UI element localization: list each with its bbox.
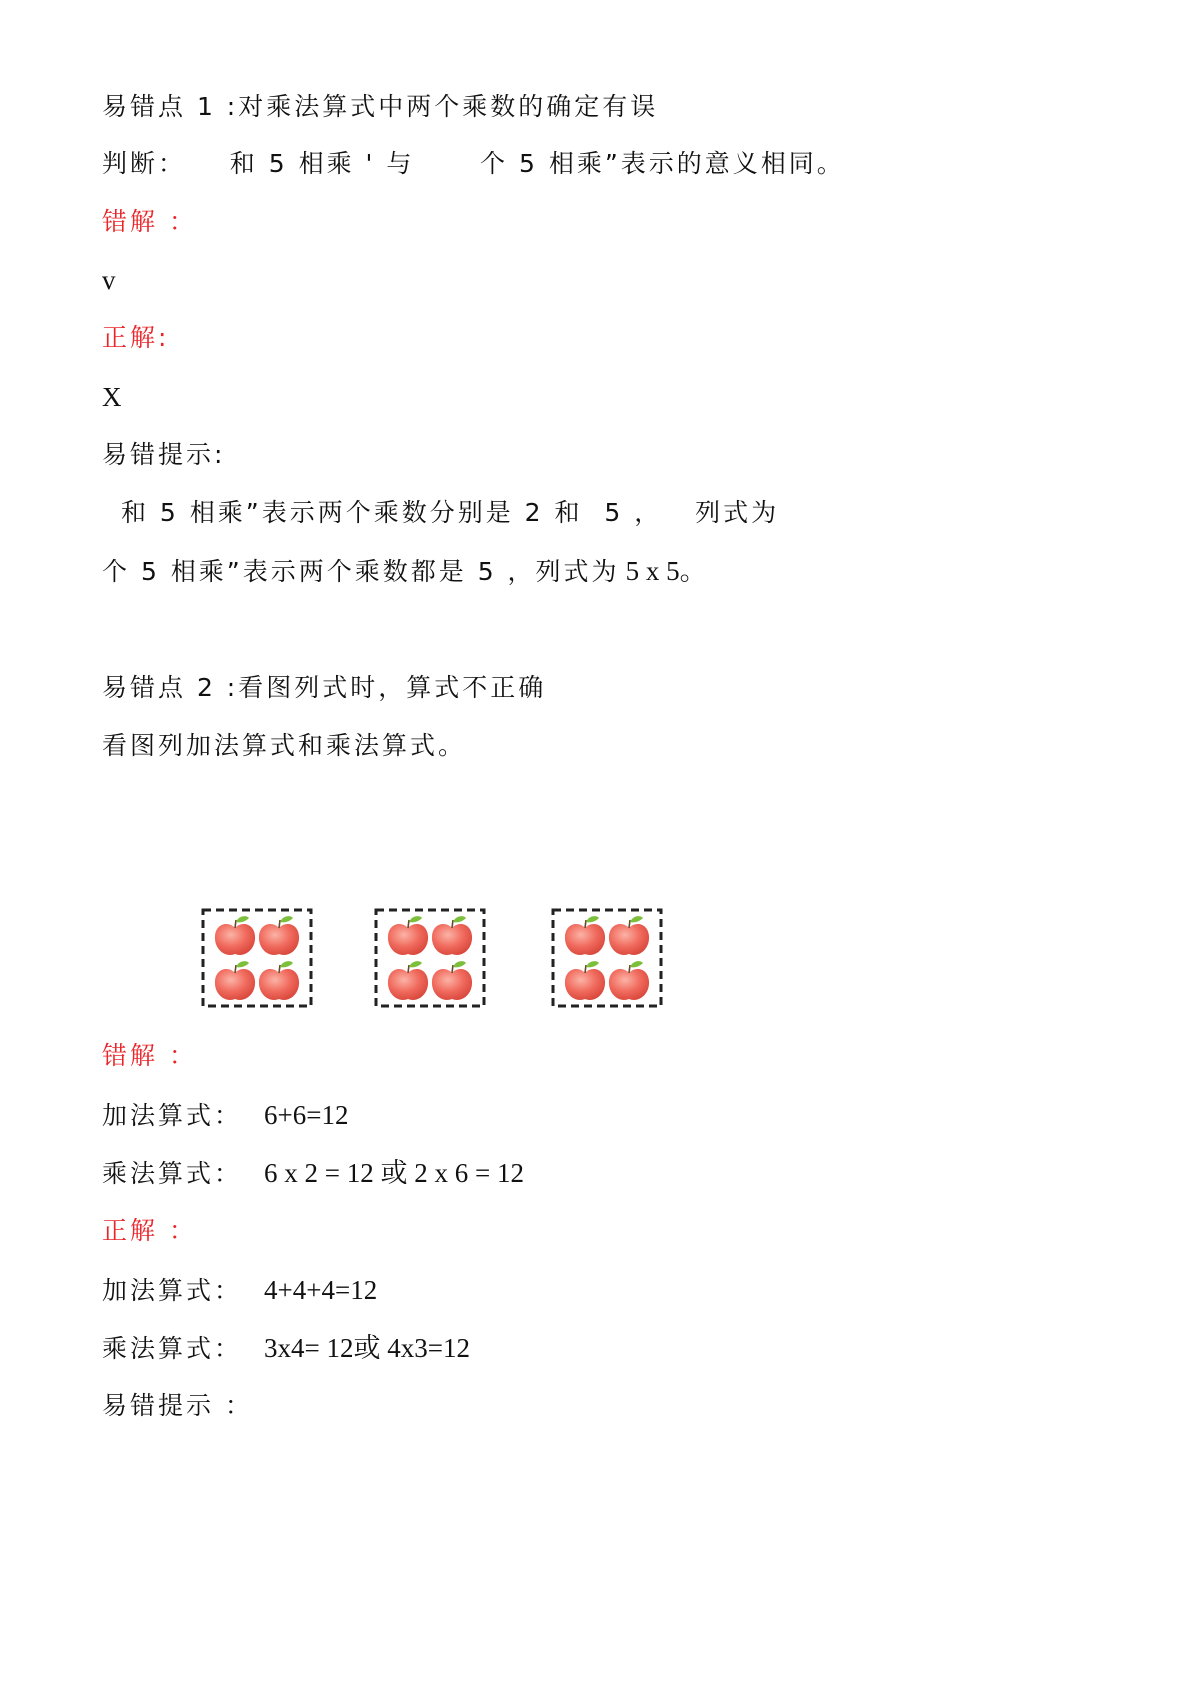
apple-group-3 bbox=[553, 910, 661, 1006]
point1-tip-label: 易错提示: bbox=[102, 440, 226, 469]
point1-tip-line2-text: 个 5 相乘”表示两个乘数都是 5 ，列式为 bbox=[102, 557, 620, 586]
apple-group-1 bbox=[203, 910, 311, 1006]
apple-icon bbox=[565, 916, 605, 955]
point2-question: 看图列加法算式和乘法算式。 bbox=[102, 731, 467, 760]
point2-wrong-add-line bbox=[102, 1098, 348, 1133]
point2-right-add-line bbox=[102, 1273, 377, 1308]
point1-right-label: 正解: bbox=[102, 323, 170, 352]
point1-wrong-label: 错解 ： bbox=[102, 207, 197, 236]
point1-tip-line2 bbox=[102, 554, 707, 589]
point2-wrong-label: 错解 ： bbox=[102, 1041, 197, 1070]
apple-icon bbox=[432, 916, 472, 955]
point2-right-add-label: 加法算式： bbox=[102, 1276, 243, 1305]
apple-group-2 bbox=[376, 910, 484, 1006]
apple-icon bbox=[388, 961, 428, 1000]
apple-icon bbox=[259, 961, 299, 1000]
point2-tip-label: 易错提示 ： bbox=[102, 1391, 253, 1420]
point2-right-mul-line bbox=[102, 1331, 470, 1366]
apple-icon bbox=[215, 916, 255, 955]
point2-wrong-mul-line bbox=[102, 1156, 524, 1191]
point2-wrong-add: 6+6=12 bbox=[264, 1100, 349, 1130]
point2-right-label: 正解 ： bbox=[102, 1216, 197, 1245]
apple-icon bbox=[432, 961, 472, 1000]
point2-wrong-add-label: 加法算式： bbox=[102, 1101, 243, 1130]
point2-right-mul-label: 乘法算式： bbox=[102, 1334, 243, 1363]
point1-right-answer: X bbox=[102, 382, 122, 412]
apple-icon bbox=[565, 961, 605, 1000]
point2-heading: 易错点 2 :看图列式时，算式不正确 bbox=[102, 673, 547, 702]
point1-tip-line1: 和 5 相乘”表示两个乘数分别是 2 和 5 ， 列式为 bbox=[110, 498, 780, 527]
point1-heading: 易错点 1 :对乘法算式中两个乘数的确定有误 bbox=[102, 92, 659, 121]
apple-icon bbox=[215, 961, 255, 1000]
apple-groups-svg bbox=[195, 896, 695, 1014]
apple-icon bbox=[388, 916, 428, 955]
point1-wrong-answer: v bbox=[102, 265, 116, 295]
point2-right-mul: 3x4= 12或 4x3=12 bbox=[264, 1333, 470, 1363]
apple-groups-figure bbox=[195, 896, 695, 1014]
point2-wrong-mul-label: 乘法算式： bbox=[102, 1159, 243, 1188]
apple-icon bbox=[259, 916, 299, 955]
point1-tip-line2-formula: 5 x 5。 bbox=[625, 556, 707, 586]
apple-icon bbox=[609, 961, 649, 1000]
point1-question: 判断： 和 5 相乘 ' 与 个 5 相乘”表示的意义相同。 bbox=[102, 149, 845, 178]
point2-wrong-mul: 6 x 2 = 12 或 2 x 6 = 12 bbox=[264, 1158, 524, 1188]
point2-right-add: 4+4+4=12 bbox=[264, 1275, 378, 1305]
apple-icon bbox=[609, 916, 649, 955]
